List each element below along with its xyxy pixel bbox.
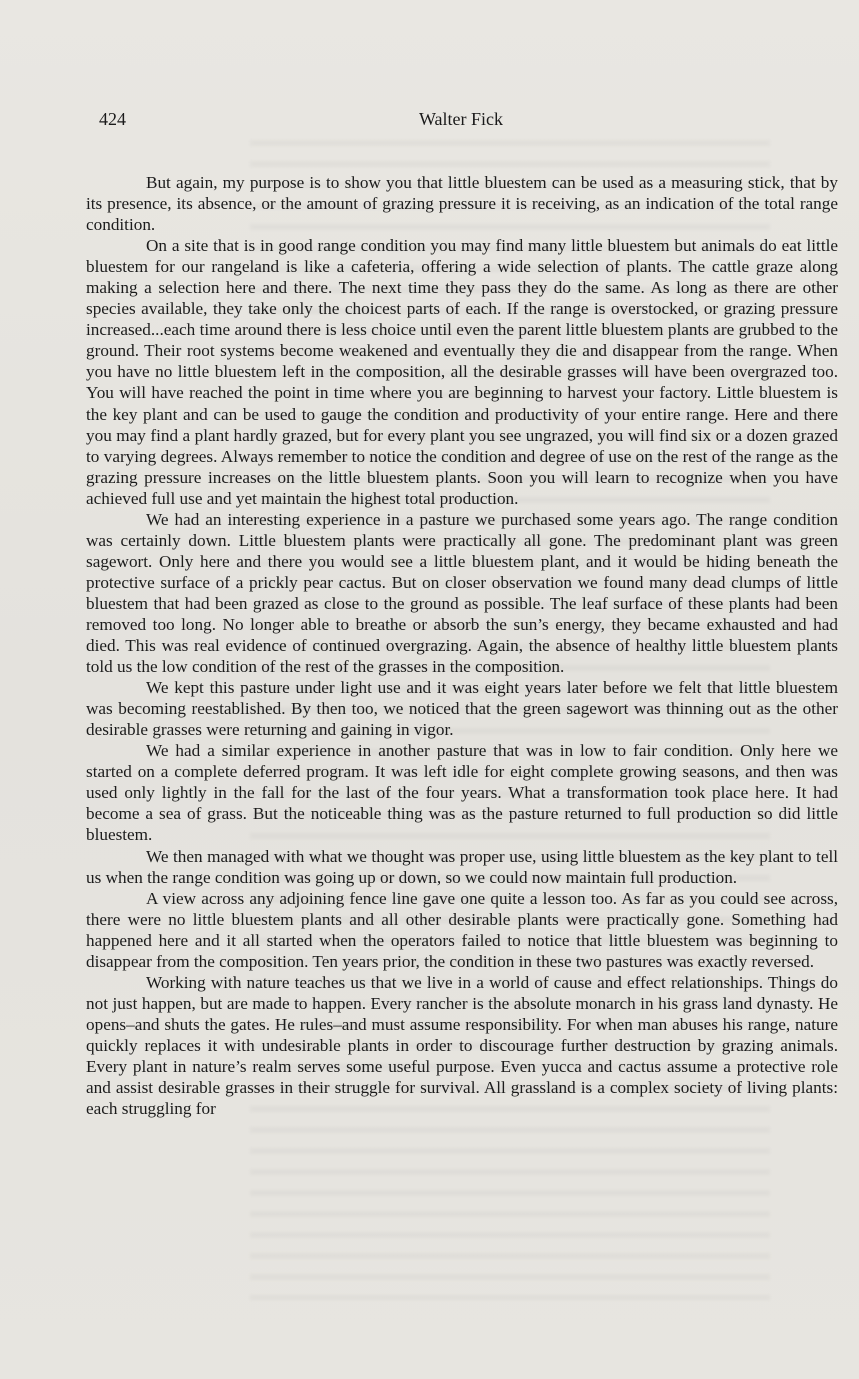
paragraph: We had a similar experience in another pasture that was in low to fair condition. Only here we started on a complete deferred program. It was left idle for eight complete growing seasons, and then was used only lightly in the fall for the last of the four years. What a transformation took place here. It had become a sea of grass. But the noticeable thing was as the pasture returned to full production so did little bluestem. xyxy=(86,741,838,845)
page-number: 424 xyxy=(99,109,126,129)
running-head-author: Walter Fick xyxy=(419,109,504,129)
paragraph: Working with nature teaches us that we live in a world of cause and effect relationships. Things do not just happen, but are made to happen. Every rancher is the absolute monarch in his grass land dynasty. He opens–and shuts the gates. He rules–and must assume responsibility. For when man abuses his range, nature quickly replaces it with undesirable plants in order to discourage further destruction by grazing animals. Every plant in nature’s realm serves some useful purpose. Even yucca and cactus assume a protective role and assist desirable grasses in their struggle for survival. All grassland is a complex society of living plants: each struggling for xyxy=(86,972,838,1119)
paragraph: But again, my purpose is to show you that little bluestem can be used as a measuring stick, that by its presence, its absence, or the amount of grazing pressure it is receiving, as an indication of the total range condition. xyxy=(86,173,838,235)
paragraph: A view across any adjoining fence line gave one quite a lesson too. As far as you could see across, there were no little bluestem plants and all other desirable plants were practically gone. Something had happened here and it all started when the operators failed to notice that little bluestem was beginning to disappear from the composition. Ten years prior, the condition in these two pastures was exactly reversed. xyxy=(86,888,838,971)
paragraph: We kept this pasture under light use and it was eight years later before we felt that little bluestem was becoming reestablished. By then too, we noticed that the green sagewort was thinning out as the other desirable grasses were returning and gaining in vigor. xyxy=(86,678,838,740)
body-text xyxy=(86,172,838,1119)
paragraph: We then managed with what we thought was proper use, using little bluestem as the key plant to tell us when the range condition was going up or down, so we could now maintain full production. xyxy=(86,846,838,887)
page-header xyxy=(99,109,839,135)
paragraph: We had an interesting experience in a pasture we purchased some years ago. The range condition was certainly down. Little bluestem plants were practically all gone. The predominant plant was green sagewort. Only here and there you would see a little bluestem plant, and it would be hiding beneath the protective surface of a prickly pear cactus. But on closer observation we found many dead clumps of little bluestem that had been grazed as close to the ground as possible. The leaf surface of these plants had been removed too long. No longer able to breathe or absorb the sun’s energy, they became exhausted and had died. This was real evidence of continued overgrazing. Again, the absence of healthy little bluestem plants told us the low condition of the rest of the grasses in the composition. xyxy=(86,509,838,677)
paragraph: On a site that is in good range condition you may find many little bluestem but animals do eat little bluestem for our rangeland is like a cafeteria, offering a wide selection of plants. The cattle graze along making a selection here and there. The next time they pass they do the same. As long as there are other species available, they take only the choicest parts of each. If the range is overstocked, or grazing pressure increased...each time around there is less choice until even the parent little bluestem plants are grubbed to the ground. Their root systems become weakened and eventually they die and disappear from the range. When you have no little bluestem left in the composition, all the desirable grasses will have been overgrazed too. You will have reached the point in time where you are beginning to harvest your factory. Little bluestem is the key plant and can be used to gauge the condition and productivity of your entire range. Here and there you may find a plant hardly grazed, but for every plant you see ungrazed, you will find six or a dozen grazed to varying degrees. Always remember to notice the condition and degree of use on the rest of the range as the grazing pressure increases on the little bluestem plants. Soon you will learn to recognize when you have achieved full use and yet maintain the highest total production. xyxy=(86,236,838,508)
